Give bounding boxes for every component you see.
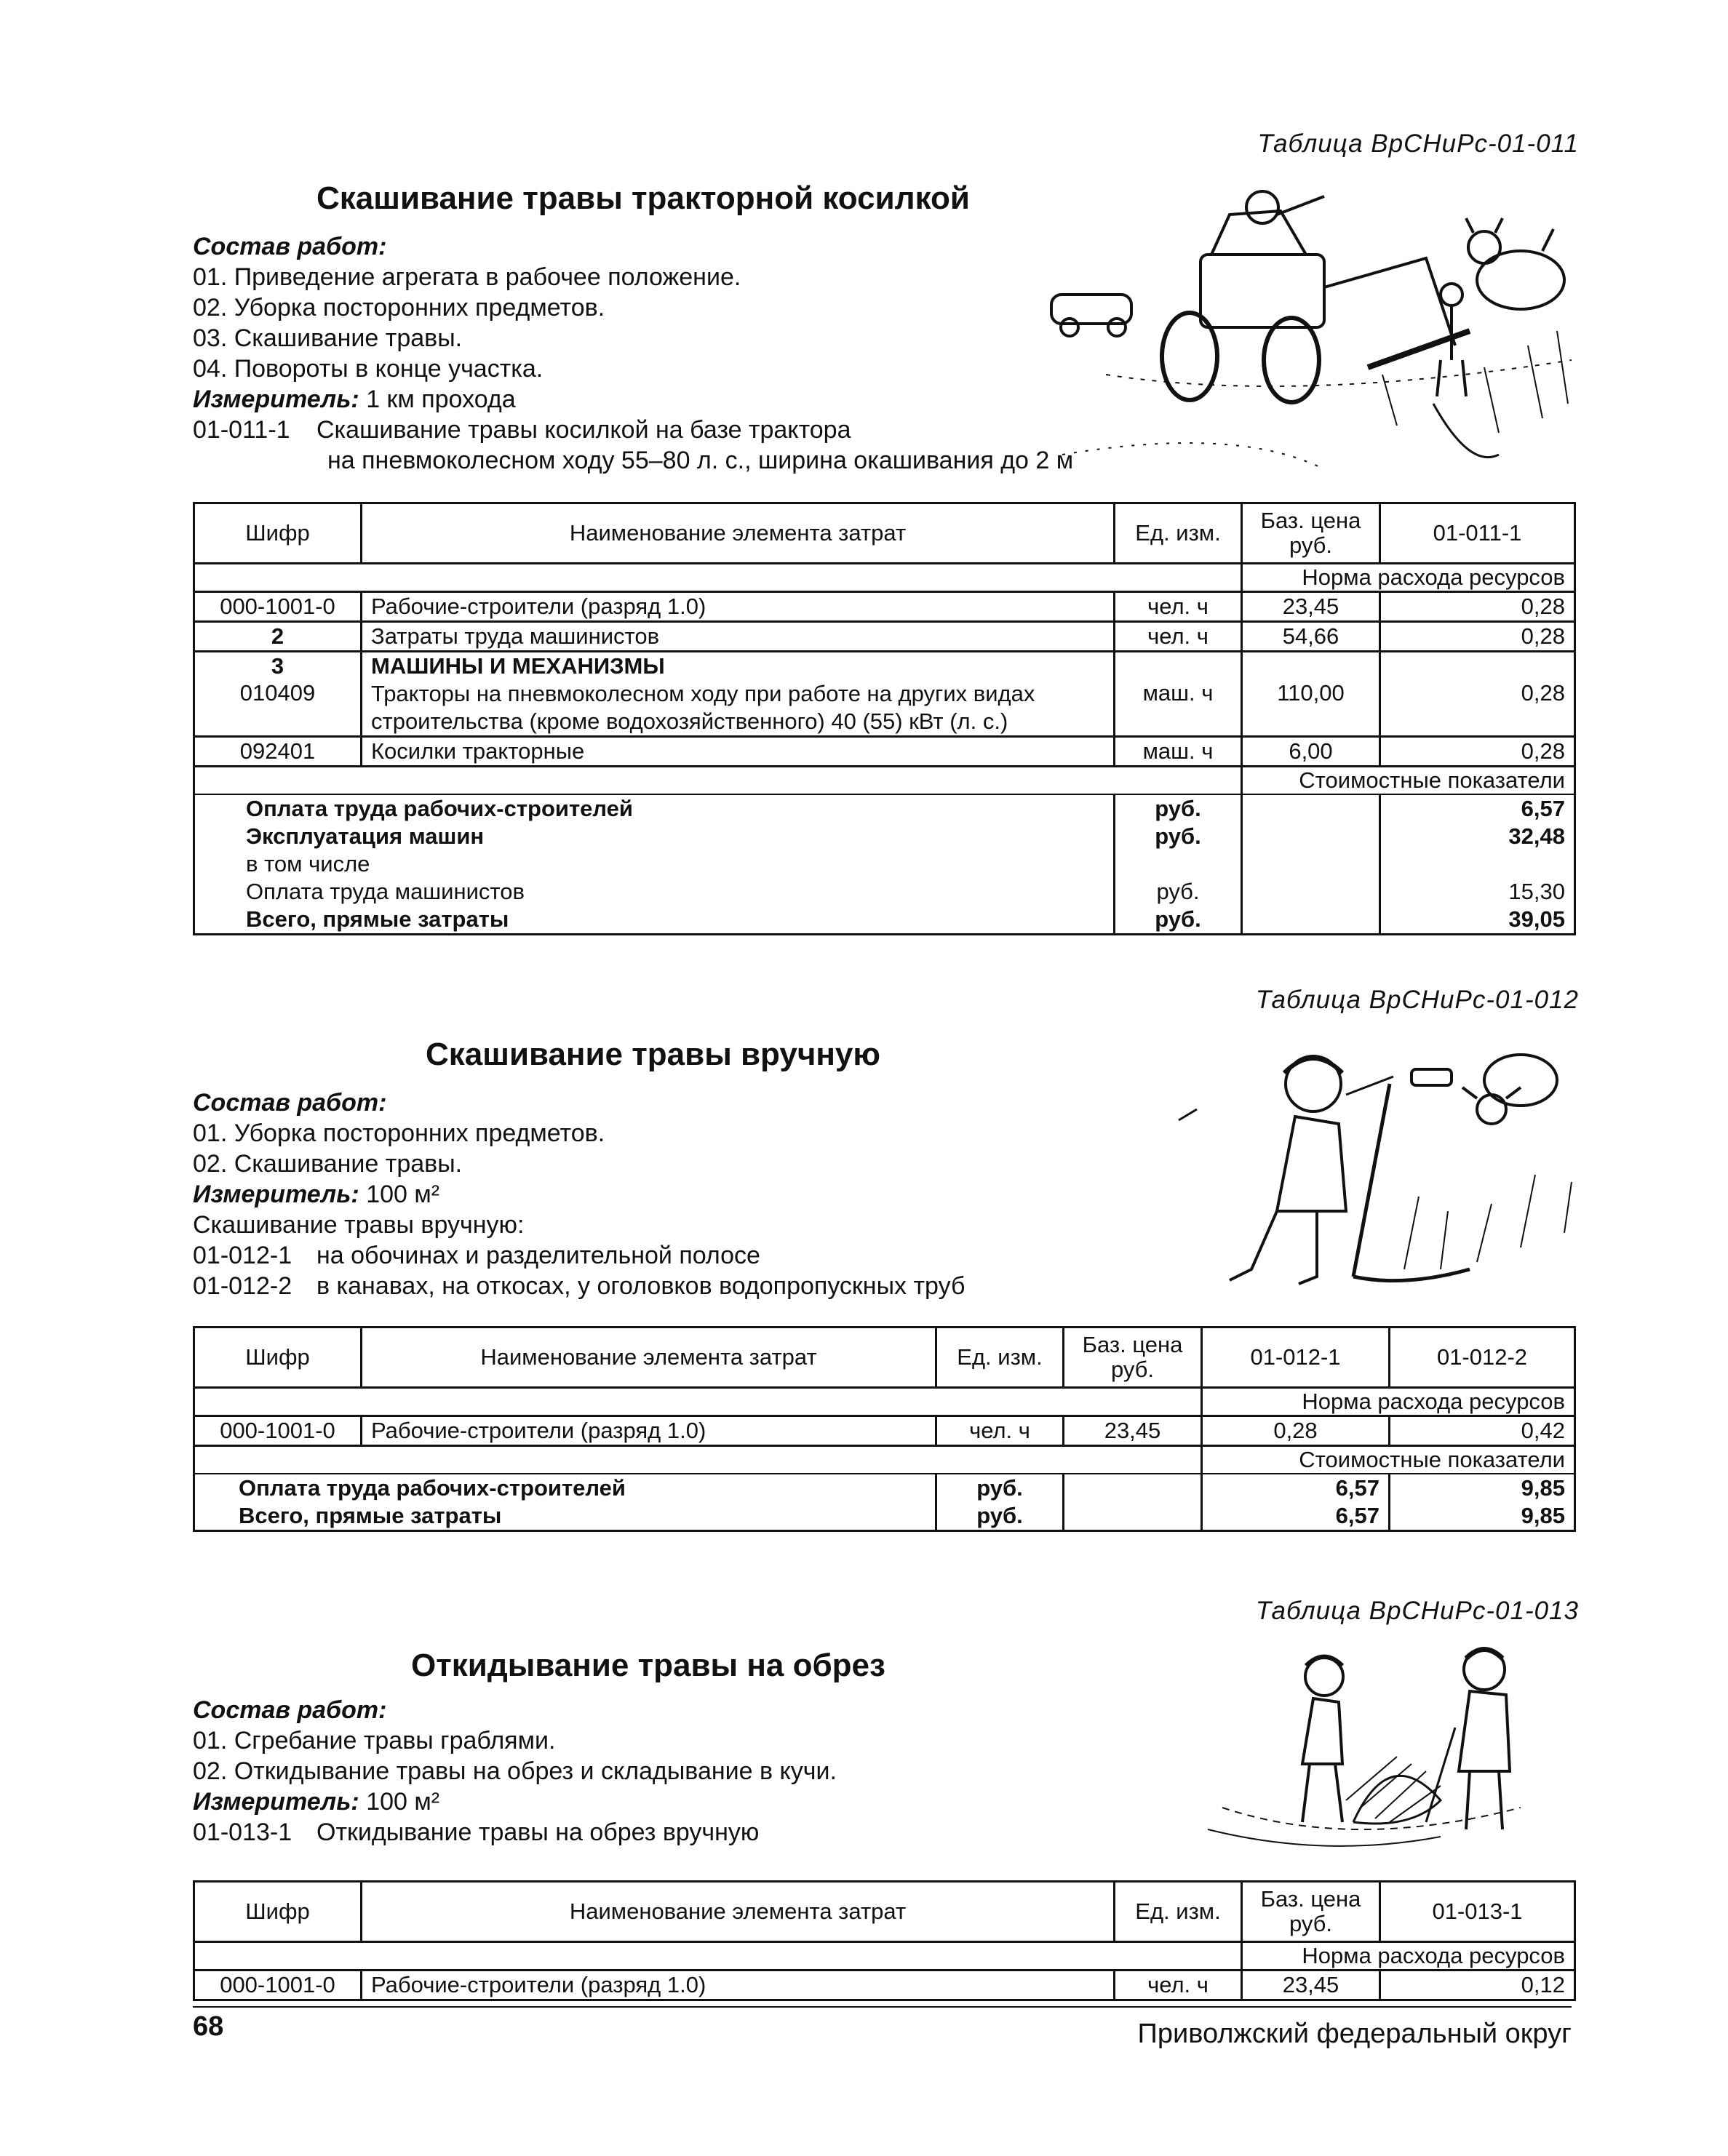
item-text: в канавах, на откосах, у оголовков водопропускных труб <box>316 1272 965 1300</box>
cost-value: 39,05 <box>1380 906 1575 935</box>
cost-name: в том числе <box>194 850 1115 878</box>
header-price: Баз. цена руб. <box>1242 1882 1380 1942</box>
composition-label: Состав работ: <box>193 1696 387 1724</box>
row-unit: маш. ч <box>1115 737 1242 767</box>
cost-value: 15,30 <box>1380 878 1575 906</box>
row-price: 23,45 <box>1242 1971 1380 2000</box>
item <box>193 1240 760 1271</box>
intro: Скашивание травы вручную: <box>193 1211 525 1239</box>
row-price: 23,45 <box>1064 1416 1202 1446</box>
cost-caption: Стоимостные показатели <box>1242 767 1575 795</box>
header-col: 01-012-1 <box>1202 1327 1390 1388</box>
cost-unit: руб. <box>1115 794 1242 823</box>
step: 02. Уборка посторонних предметов. <box>193 294 605 322</box>
cost-unit: руб. <box>936 1474 1064 1502</box>
cost-value: 32,48 <box>1380 823 1575 850</box>
tractor-mower-illustration <box>1019 185 1586 473</box>
meter-label: Измеритель: <box>193 1788 359 1816</box>
cost-value: 6,57 <box>1202 1474 1390 1502</box>
item-code: 01-011-1 <box>193 416 290 444</box>
header-name: Наименование элемента затрат <box>362 503 1115 564</box>
row-code: 3 <box>194 652 362 681</box>
header-code: Шифр <box>194 1882 362 1942</box>
header-price: Баз. цена руб. <box>1064 1327 1202 1388</box>
cost-value: 9,85 <box>1390 1502 1575 1531</box>
row-code: 010409 <box>194 680 362 737</box>
meter-value: 1 км прохода <box>366 386 516 413</box>
cost-value <box>1380 850 1575 878</box>
cost-unit: руб. <box>1115 878 1242 906</box>
row-name: Рабочие-строители (разряд 1.0) <box>362 1416 936 1446</box>
item-continuation: на пневмоколесном ходу 55–80 л. с., ширина окашивания до 2 м <box>327 447 1074 474</box>
cost-value: 6,57 <box>1380 794 1575 823</box>
footer-region: Приволжский федеральный округ <box>1137 2019 1572 2049</box>
cost-caption: Стоимостные показатели <box>1202 1446 1575 1474</box>
cost-value: 9,85 <box>1390 1474 1575 1502</box>
row-value: 0,28 <box>1380 592 1575 622</box>
item <box>193 1271 965 1301</box>
table-label: Таблица ВрСНиРс-01-012 <box>1255 986 1579 1014</box>
meter <box>193 384 516 415</box>
row-price: 54,66 <box>1242 622 1380 652</box>
row-price <box>1242 652 1380 681</box>
item <box>193 415 851 445</box>
row-name: Рабочие-строители (разряд 1.0) <box>362 1971 1115 2000</box>
row-name <box>362 680 1115 737</box>
step: 04. Повороты в конце участка. <box>193 355 544 383</box>
row-value: 0,28 <box>1380 737 1575 767</box>
meter-value: 100 м² <box>366 1181 440 1208</box>
item-text: на обочинах и разделительной полосе <box>316 1242 760 1269</box>
footer-divider <box>193 2006 1572 2008</box>
item-code: 01-012-1 <box>193 1242 292 1269</box>
page-number: 68 <box>193 2011 224 2042</box>
header-code: Шифр <box>194 503 362 564</box>
meter <box>193 1179 439 1210</box>
cost-unit: руб. <box>936 1502 1064 1531</box>
row-code: 000-1001-0 <box>194 1416 362 1446</box>
cost-unit: руб. <box>1115 823 1242 850</box>
row-value: 0,28 <box>1202 1416 1390 1446</box>
header-col: 01-011-1 <box>1380 503 1575 564</box>
item-code: 01-013-1 <box>193 1818 292 1846</box>
cost-name: Эксплуатация машин <box>194 823 1115 850</box>
cost-name: Оплата труда рабочих-строителей <box>194 1474 936 1502</box>
row-unit <box>1115 652 1242 681</box>
row-code: 000-1001-0 <box>194 592 362 622</box>
item-code: 01-012-2 <box>193 1272 292 1300</box>
header-col: 01-012-2 <box>1390 1327 1575 1388</box>
resource-table <box>193 1880 1576 2001</box>
row-price: 23,45 <box>1242 592 1380 622</box>
row-name: МАШИНЫ И МЕХАНИЗМЫ <box>362 652 1115 681</box>
step: 01. Приведение агрегата в рабочее положение. <box>193 263 741 291</box>
section-title: Откидывание травы на обрез <box>411 1648 885 1683</box>
composition-label: Состав работ: <box>193 1089 387 1117</box>
header-unit: Ед. изм. <box>936 1327 1064 1388</box>
row-code: 2 <box>194 622 362 652</box>
row-unit: маш. ч <box>1115 680 1242 737</box>
row-unit: чел. ч <box>1115 1971 1242 2000</box>
row-name-line: строительства (кроме водохозяйственного) 40 (55) кВт (л. с.) <box>371 708 1008 734</box>
row-name: Затраты труда машинистов <box>362 622 1115 652</box>
cost-name: Оплата труда машинистов <box>194 878 1115 906</box>
cost-unit <box>1115 850 1242 878</box>
header-col: 01-013-1 <box>1380 1882 1575 1942</box>
header-unit: Ед. изм. <box>1115 503 1242 564</box>
header-name: Наименование элемента затрат <box>362 1882 1115 1942</box>
header-unit: Ед. изм. <box>1115 1882 1242 1942</box>
item-text: Скашивание травы косилкой на базе трактора <box>316 416 851 444</box>
table-label: Таблица ВрСНиРс-01-013 <box>1255 1597 1579 1625</box>
row-price: 6,00 <box>1242 737 1380 767</box>
section-title: Скашивание травы тракторной косилкой <box>316 180 970 216</box>
item-text: Откидывание травы на обрез вручную <box>316 1818 760 1846</box>
cost-name: Оплата труда рабочих-строителей <box>194 794 1115 823</box>
step: 02. Скашивание травы. <box>193 1150 463 1178</box>
row-unit: чел. ч <box>1115 622 1242 652</box>
row-price: 110,00 <box>1242 680 1380 737</box>
norm-caption: Норма расхода ресурсов <box>1242 1942 1575 1971</box>
row-name: Рабочие-строители (разряд 1.0) <box>362 592 1115 622</box>
row-value: 0,42 <box>1390 1416 1575 1446</box>
step: 01. Сгребание травы граблями. <box>193 1727 556 1754</box>
row-value <box>1380 652 1575 681</box>
cost-unit: руб. <box>1115 906 1242 935</box>
step: 01. Уборка посторонних предметов. <box>193 1119 605 1147</box>
row-value: 0,12 <box>1380 1971 1575 2000</box>
header-code: Шифр <box>194 1327 362 1388</box>
section-title: Скашивание травы вручную <box>426 1037 880 1072</box>
row-code: 000-1001-0 <box>194 1971 362 2000</box>
norm-caption: Норма расхода ресурсов <box>1242 564 1575 592</box>
resource-table <box>193 1326 1576 1532</box>
row-code: 092401 <box>194 737 362 767</box>
row-name-line: Тракторы на пневмоколесном ходу при работе на других видах <box>371 681 1035 706</box>
row-name: Косилки тракторные <box>362 737 1115 767</box>
resource-table <box>193 502 1576 935</box>
row-value: 0,28 <box>1380 680 1575 737</box>
meter-label: Измеритель: <box>193 1181 359 1208</box>
composition-label: Состав работ: <box>193 233 387 260</box>
step: 03. Скашивание травы. <box>193 324 463 352</box>
cost-value: 6,57 <box>1202 1502 1390 1531</box>
header-name: Наименование элемента затрат <box>362 1327 936 1388</box>
row-unit: чел. ч <box>1115 592 1242 622</box>
row-value: 0,28 <box>1380 622 1575 652</box>
row-unit: чел. ч <box>936 1416 1064 1446</box>
raking-grass-illustration <box>1135 1640 1542 1858</box>
header-price: Баз. цена руб. <box>1242 503 1380 564</box>
step: 02. Откидывание травы на обрез и складывание в кучи. <box>193 1757 837 1785</box>
item <box>193 1817 759 1848</box>
norm-caption: Норма расхода ресурсов <box>1202 1388 1575 1416</box>
meter-label: Измеритель: <box>193 386 359 413</box>
hand-scythe-illustration <box>1128 1029 1579 1309</box>
cost-name: Всего, прямые затраты <box>194 1502 936 1531</box>
cost-name: Всего, прямые затраты <box>194 906 1115 935</box>
table-label: Таблица ВрСНиРс-01-011 <box>1257 129 1579 158</box>
meter-value: 100 м² <box>366 1788 440 1816</box>
meter <box>193 1786 439 1817</box>
